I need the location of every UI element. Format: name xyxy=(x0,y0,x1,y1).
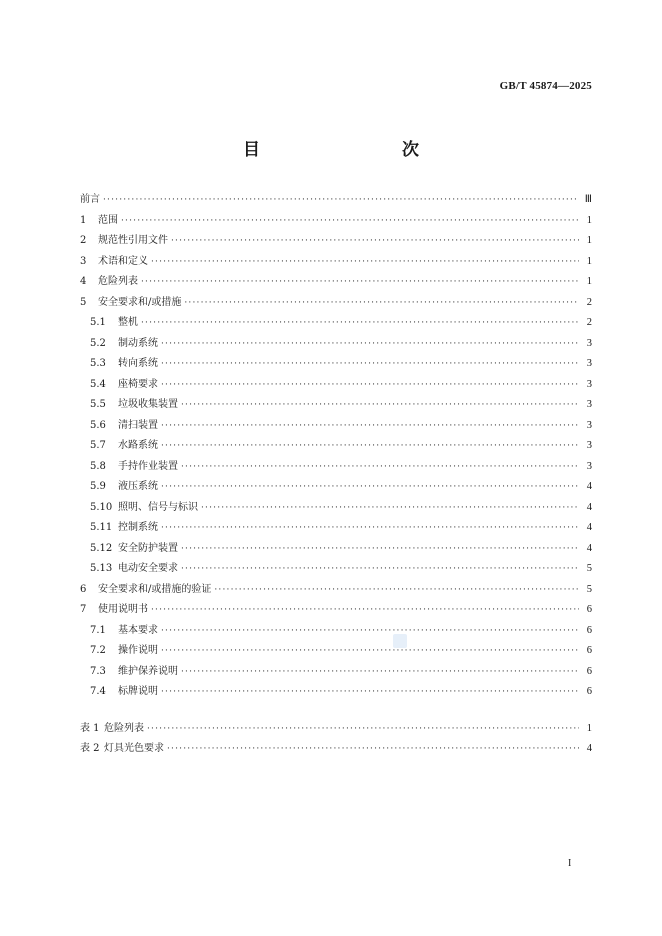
toc-entry-page: 4 xyxy=(586,501,592,513)
toc-entry-number: 5.6 xyxy=(90,419,106,431)
toc-entry-label: 座椅要求 xyxy=(118,378,158,390)
toc-entry-label: 范围 xyxy=(98,214,118,226)
toc-entry-page: 1 xyxy=(586,255,592,267)
dot-leader xyxy=(161,380,579,390)
toc-entry-page: 2 xyxy=(586,317,592,328)
table-of-contents xyxy=(80,190,592,760)
toc-entry-label: 清扫装置 xyxy=(118,419,158,431)
dot-leader xyxy=(161,646,579,656)
toc-entry[interactable] xyxy=(80,539,592,560)
toc-entry-label: 整机 xyxy=(118,317,138,328)
dot-leader xyxy=(214,585,579,595)
toc-entry-page: 5 xyxy=(586,583,592,595)
toc-entry-number: 5.4 xyxy=(90,378,106,390)
toc-entry-label: 制动系统 xyxy=(118,337,158,349)
dot-leader xyxy=(167,744,579,754)
toc-entry[interactable] xyxy=(80,190,592,211)
toc-entry[interactable] xyxy=(80,293,592,314)
dot-leader xyxy=(161,421,579,431)
dot-leader xyxy=(151,257,579,267)
toc-entries xyxy=(80,190,592,703)
toc-entry-page: 1 xyxy=(586,214,592,226)
toc-entry-number: 1 xyxy=(80,214,87,226)
toc-entry[interactable] xyxy=(80,477,592,498)
dot-leader xyxy=(171,236,579,246)
toc-entry-label: 转向系统 xyxy=(118,358,158,369)
dot-leader xyxy=(161,359,579,369)
section-gap xyxy=(80,703,592,719)
dot-leader xyxy=(181,400,579,410)
toc-entry[interactable] xyxy=(80,313,592,334)
toc-entry[interactable] xyxy=(80,682,592,703)
toc-entry-page: 3 xyxy=(586,399,592,410)
toc-entry[interactable] xyxy=(80,457,592,478)
toc-entry-label: 使用说明书 xyxy=(98,604,148,615)
toc-entry-number: 6 xyxy=(80,583,87,595)
toc-entry-number: 5.2 xyxy=(90,337,106,349)
dot-leader xyxy=(201,503,579,513)
toc-entry-number: 7 xyxy=(80,604,87,615)
toc-entry-label: 前言 xyxy=(80,194,100,205)
dot-leader xyxy=(181,667,579,677)
dot-leader xyxy=(184,298,579,308)
dot-leader xyxy=(161,441,579,451)
dot-leader xyxy=(151,605,579,615)
toc-entry[interactable] xyxy=(80,641,592,662)
toc-entry[interactable] xyxy=(80,600,592,621)
toc-entry-number: 5.3 xyxy=(90,358,106,369)
toc-entry[interactable] xyxy=(80,662,592,683)
toc-entry-label: 液压系统 xyxy=(118,481,158,492)
toc-entry-page: 4 xyxy=(586,522,592,533)
toc-entry[interactable] xyxy=(80,621,592,642)
toc-entry-label: 规范性引用文件 xyxy=(98,235,168,246)
toc-entry[interactable] xyxy=(80,559,592,580)
toc-entry-label: 照明、信号与标识 xyxy=(118,501,198,513)
toc-entry-page: 3 xyxy=(586,419,592,431)
toc-entry-page: 1 xyxy=(586,235,592,246)
toc-entry[interactable] xyxy=(80,252,592,273)
dot-leader xyxy=(181,564,579,574)
dot-leader xyxy=(103,195,579,205)
toc-entry-label: 维护保养说明 xyxy=(118,665,178,677)
toc-entry-number: 5.12 xyxy=(90,542,113,554)
toc-entry-number: 3 xyxy=(80,255,87,267)
toc-entry-number: 5.11 xyxy=(90,522,113,533)
table-entry[interactable] xyxy=(80,739,592,760)
toc-entry-number: 5.8 xyxy=(90,460,106,472)
toc-entry-page: 6 xyxy=(586,686,592,697)
toc-entry-label: 垃圾收集装置 xyxy=(118,399,178,410)
toc-title: 目 次 xyxy=(243,140,455,160)
toc-entry-number: 5.9 xyxy=(90,481,106,492)
table-entry-number: 表 2 xyxy=(80,743,100,754)
toc-entry-page: Ⅲ xyxy=(584,194,592,205)
toc-entry-label: 术语和定义 xyxy=(98,255,148,267)
toc-entry-number: 5.5 xyxy=(90,399,106,410)
toc-entry-number: 5 xyxy=(80,296,87,308)
toc-entry[interactable] xyxy=(80,580,592,601)
toc-entry-number: 7.1 xyxy=(90,624,106,636)
toc-entry[interactable] xyxy=(80,272,592,293)
toc-entry-page: 3 xyxy=(586,460,592,472)
table-entry-number: 表 1 xyxy=(80,722,100,734)
dot-leader xyxy=(141,318,579,328)
toc-entry-label: 操作说明 xyxy=(118,645,158,656)
toc-entry-page: 6 xyxy=(586,645,592,656)
toc-entry-label: 手持作业装置 xyxy=(118,460,178,472)
toc-entry-page: 4 xyxy=(586,542,592,554)
toc-entry[interactable] xyxy=(80,395,592,416)
toc-entry-label: 危险列表 xyxy=(98,276,138,287)
toc-entry[interactable] xyxy=(80,416,592,437)
toc-entry[interactable] xyxy=(80,211,592,232)
toc-entry[interactable] xyxy=(80,518,592,539)
toc-entry-label: 安全要求和/或措施的验证 xyxy=(98,583,212,595)
toc-entry-page: 3 xyxy=(586,440,592,451)
table-entry[interactable] xyxy=(80,719,592,740)
toc-entry-label: 电动安全要求 xyxy=(118,563,178,574)
toc-entry-page: 3 xyxy=(586,378,592,390)
toc-entry-label: 控制系统 xyxy=(118,522,158,533)
dot-leader xyxy=(141,277,579,287)
watermark-icon xyxy=(393,634,407,648)
toc-entry-page: 5 xyxy=(586,563,592,574)
toc-entry-number: 5.10 xyxy=(90,501,113,513)
dot-leader xyxy=(161,482,579,492)
toc-entry-number: 7.2 xyxy=(90,645,106,656)
toc-entry-page: 6 xyxy=(586,665,592,677)
toc-entry[interactable] xyxy=(80,498,592,519)
toc-entry-number: 4 xyxy=(80,276,87,287)
toc-entry-number: 5.13 xyxy=(90,563,113,574)
table-list xyxy=(80,719,592,760)
toc-entry-label: 安全要求和/或措施 xyxy=(98,296,182,308)
toc-entry-page: 4 xyxy=(586,481,592,492)
toc-entry-page: 6 xyxy=(586,624,592,636)
toc-entry[interactable] xyxy=(80,334,592,355)
dot-leader xyxy=(121,216,579,226)
toc-entry-number: 2 xyxy=(80,235,87,246)
toc-entry-number: 5.1 xyxy=(90,317,106,328)
table-entry-page: 1 xyxy=(586,722,592,734)
table-entry-page: 4 xyxy=(586,743,592,754)
table-entry-label: 危险列表 xyxy=(104,722,144,734)
toc-entry-page: 3 xyxy=(586,337,592,349)
toc-entry[interactable] xyxy=(80,354,592,375)
dot-leader xyxy=(161,626,579,636)
toc-entry-label: 安全防护装置 xyxy=(118,542,178,554)
toc-entry-page: 6 xyxy=(586,604,592,615)
toc-entry-number: 7.3 xyxy=(90,665,106,677)
dot-leader xyxy=(161,687,579,697)
dot-leader xyxy=(147,724,579,734)
toc-entry-label: 基本要求 xyxy=(118,624,158,636)
toc-entry-number: 5.7 xyxy=(90,440,106,451)
toc-entry[interactable] xyxy=(80,436,592,457)
toc-entry-number: 7.4 xyxy=(90,686,106,697)
toc-entry-page: 1 xyxy=(586,276,592,287)
dot-leader xyxy=(161,523,579,533)
dot-leader xyxy=(181,462,579,472)
toc-entry[interactable] xyxy=(80,375,592,396)
dot-leader xyxy=(161,339,579,349)
toc-entry[interactable] xyxy=(80,231,592,252)
page-number: I xyxy=(568,858,572,869)
toc-entry-page: 3 xyxy=(586,358,592,369)
toc-entry-page: 2 xyxy=(586,296,592,308)
dot-leader xyxy=(181,544,579,554)
standard-number: GB/T 45874—2025 xyxy=(499,80,592,92)
toc-entry-label: 水路系统 xyxy=(118,440,158,451)
toc-entry-label: 标牌说明 xyxy=(118,686,158,697)
table-entry-label: 灯具光色要求 xyxy=(104,743,164,754)
